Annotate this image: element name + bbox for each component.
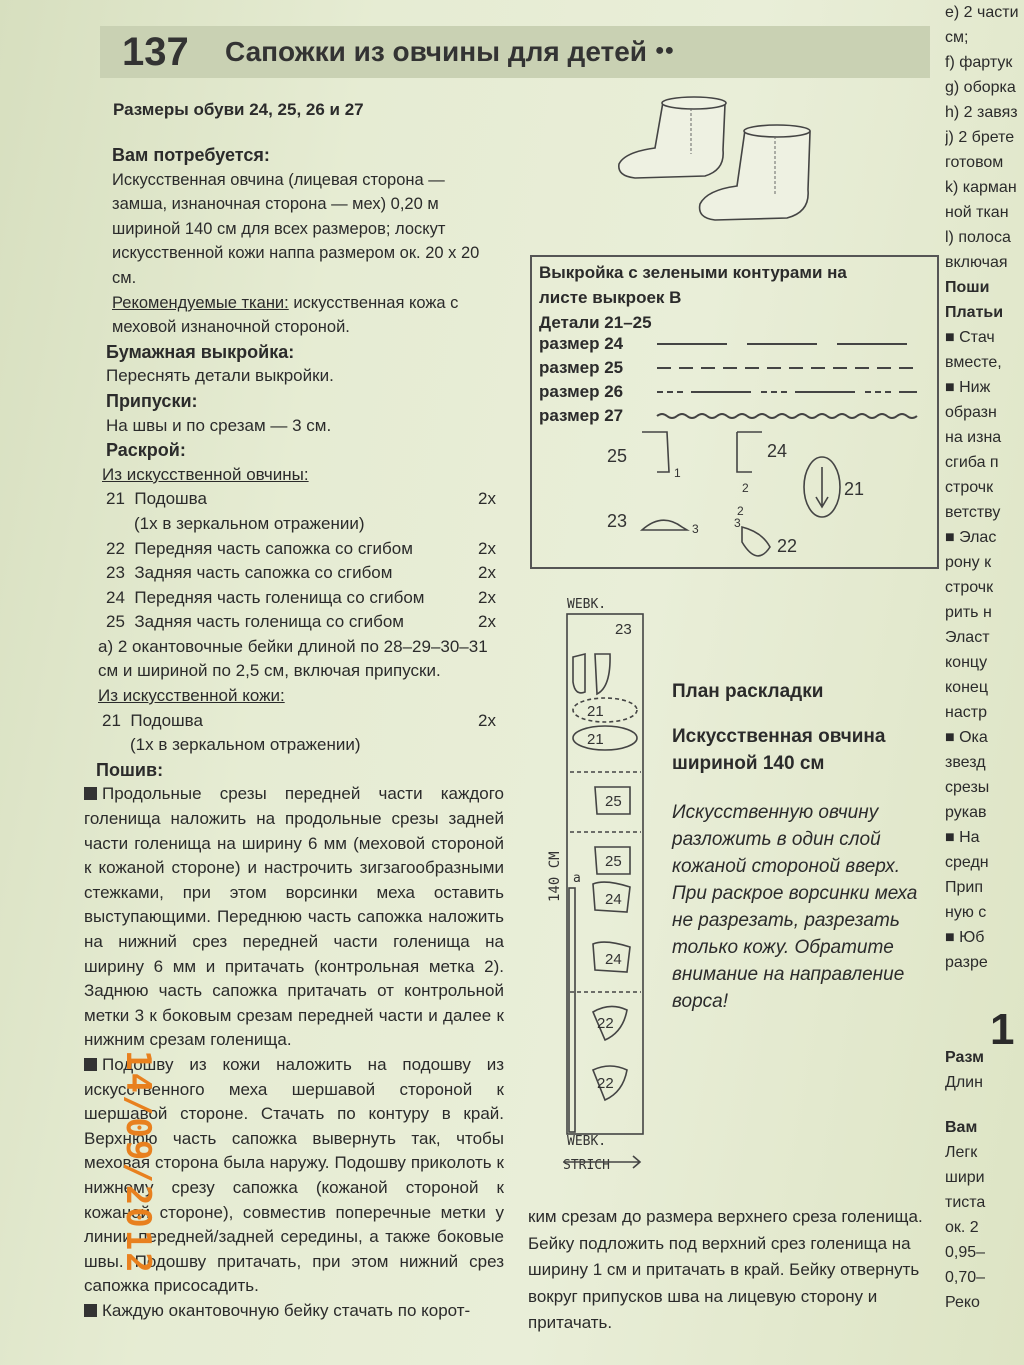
legend-size-26: размер 26 bbox=[539, 382, 624, 401]
recommended-text: искусственная кожа с меховой изнаночной стороной. bbox=[112, 293, 459, 337]
fur-items bbox=[106, 487, 496, 635]
recommended-label: Рекомендуемые ткани: bbox=[112, 293, 289, 312]
svg-text:1: 1 bbox=[674, 466, 681, 480]
fur-label: Из искусственной овчины: bbox=[102, 464, 309, 484]
svg-text:21: 21 bbox=[587, 731, 604, 748]
list-item: 22 Передняя часть сапожка со сгибом 2х bbox=[106, 538, 496, 558]
layout-plan-text bbox=[672, 678, 932, 1015]
list-item-note: (1х в зеркальном отражении) bbox=[134, 513, 365, 533]
next-column-fragment: е) 2 части см; f) фартук g) оборка h) 2 завяз j) 2 брете готовом k) карман ной ткан l) полоса включая Поши Платьи ■ Стач вместе, ■ Ниж образн на изна сгиба п строчк ветству ■ Элас рону к строчк рить н Эласт концу конец настр ■ Ока звезд срезы рукав ■ На средн Прип ную с ■ Юб разре Разм Длин Вам Легк шири тиста ок. 2 0,95– 0,70– Реко bbox=[945, 4, 1019, 1311]
list-item: 21 Подошва 2х bbox=[106, 489, 496, 509]
svg-text:23: 23 bbox=[615, 621, 632, 638]
recommended-fabrics bbox=[112, 291, 504, 340]
allowance-heading: Припуски: bbox=[106, 390, 198, 411]
svg-text:3: 3 bbox=[692, 522, 699, 536]
svg-text:24: 24 bbox=[767, 441, 788, 461]
shoe-sizes: Размеры обуви 24, 25, 26 и 27 bbox=[113, 100, 364, 119]
title-text: Сапожки из овчины для детей bbox=[225, 36, 648, 67]
legend-pieces-diagram bbox=[602, 427, 932, 562]
svg-text:2: 2 bbox=[737, 504, 744, 518]
sewing-heading: Пошив: bbox=[96, 759, 164, 780]
page-title bbox=[225, 36, 674, 68]
leather-label: Из искусственной кожи: bbox=[98, 686, 285, 706]
bullet-square-icon bbox=[84, 1304, 97, 1317]
pattern-legend bbox=[530, 255, 939, 569]
layout-width-label: 140 CM bbox=[547, 851, 563, 902]
legend-size-24: размер 24 bbox=[539, 334, 624, 353]
layout-top-label: WEBK. bbox=[567, 597, 607, 612]
svg-text:22: 22 bbox=[597, 1015, 614, 1032]
sewing-paragraph-2: Подошву из кожи наложить на подошву из искусственного меха шершавой стороной к шершавой стороне. Стачать по контуру в край. Верхнюю часть сапожка вывернуть так, чтобы меховая сторона была наружу. Подошву приколоть к нижнему срезу сапожка (кожаной стороной к кожаной стороне), совместив поперечные метки у линии передней/задней середины, а также боковые швы. Подошву притачать, при этом нижний срез сапожка присосадить. bbox=[84, 1054, 504, 1296]
list-item: 21 Подошва 2х bbox=[102, 710, 496, 730]
svg-text:2: 2 bbox=[742, 481, 749, 495]
sewing-paragraph-1: Продольные срезы передней части каждого голенища наложить на продольные срезы задней части голенища на ширину 6 мм (меховой стороной к кожаной стороне) и настрочить зигзагообразными стежками, при этом ворсинки меха оставить выступающими. Переднюю часть сапожка наложить на нижний срез передней части голенища на ширину 6 мм и притачать (контрольная метка 2). Заднюю часть сапожка притачать от контрольной метки 3 к боковым срезам передней части и далее к нижним срезам голенища. bbox=[84, 784, 504, 1050]
binding-strips: a) 2 окантовочные бейки длиной по 28–29–30–31 см и шириной по 2,5 см, включая припуски. bbox=[98, 636, 488, 681]
sewing-continuation: ким срезам до размера верхнего среза голенища. Бейку подложить под верхний срез голенища на ширину 1 см и притачать в край. Бейку отвернуть вокруг припусков шва на лицевую сторону и притачать. bbox=[528, 1207, 923, 1332]
svg-text:3: 3 bbox=[734, 516, 741, 530]
difficulty-rating: ●● bbox=[654, 42, 675, 59]
layout-a-label: a bbox=[573, 871, 581, 886]
pattern-number: 137 bbox=[122, 30, 189, 74]
list-item-note: (1х в зеркальном отражении) bbox=[130, 735, 361, 755]
list-item: 24 Передняя часть голенища со сгибом 2х bbox=[106, 587, 496, 607]
svg-text:22: 22 bbox=[777, 536, 798, 556]
bullet-square-icon bbox=[84, 787, 97, 800]
plan-title: План раскладки bbox=[672, 681, 824, 702]
plan-note: Искусственную овчину разложить в один слой кожаной стороной вверх. При раскрое ворсинки меха не разрезать, разрезать только кожу. Обратите внимание на направление ворса! bbox=[672, 802, 918, 1012]
legend-title: Выкройка с зелеными контурами на листе выкроек В Детали 21–25 bbox=[539, 263, 847, 332]
leather-items bbox=[102, 709, 496, 758]
svg-text:24: 24 bbox=[605, 951, 622, 968]
list-item: 25 Задняя часть голенища со сгибом 2х bbox=[106, 612, 496, 632]
materials-text: Искусственная овчина (лицевая сторона — замша, изнаночная сторона — мех) 0,20 м шириной 140 см для всех размеров; лоскут искусственной кожи наппа размером ок. 20 х 20 см. bbox=[112, 170, 480, 287]
materials-heading: Вам потребуется: bbox=[112, 145, 270, 165]
svg-text:25: 25 bbox=[605, 793, 622, 810]
list-item: 23 Задняя часть сапожка со сгибом 2х bbox=[106, 563, 496, 583]
svg-text:22: 22 bbox=[597, 1075, 614, 1092]
legend-size-25: размер 25 bbox=[539, 358, 624, 377]
allowance-text: На швы и по срезам — 3 см. bbox=[106, 415, 332, 435]
svg-text:25: 25 bbox=[607, 446, 628, 466]
svg-text:21: 21 bbox=[844, 479, 865, 499]
legend-line-styles bbox=[652, 337, 922, 427]
svg-text:21: 21 bbox=[587, 703, 604, 720]
layout-strich-label: STRICH bbox=[563, 1158, 610, 1173]
boots-illustration bbox=[605, 90, 845, 240]
svg-text:24: 24 bbox=[605, 891, 622, 908]
next-pattern-number: 1 bbox=[990, 1005, 1015, 1054]
date-stamp: 14/09/2012 bbox=[118, 1050, 158, 1275]
layout-bottom-label: WEBK. bbox=[567, 1134, 607, 1149]
cutting-layout-diagram bbox=[545, 592, 655, 1192]
cutting-heading: Раскрой: bbox=[106, 440, 186, 461]
svg-text:25: 25 bbox=[605, 853, 622, 870]
pattern-heading: Бумажная выкройка: bbox=[106, 341, 295, 362]
sewing-paragraph-3: Каждую окантовочную бейку стачать по корот- bbox=[84, 1299, 504, 1324]
pattern-text: Переснять детали выкройки. bbox=[106, 366, 334, 386]
bullet-square-icon bbox=[84, 1058, 97, 1071]
plan-fabric: Искусственная овчина шириной 140 см bbox=[672, 726, 886, 774]
legend-size-27: размер 27 bbox=[539, 406, 624, 425]
svg-text:23: 23 bbox=[607, 511, 628, 531]
